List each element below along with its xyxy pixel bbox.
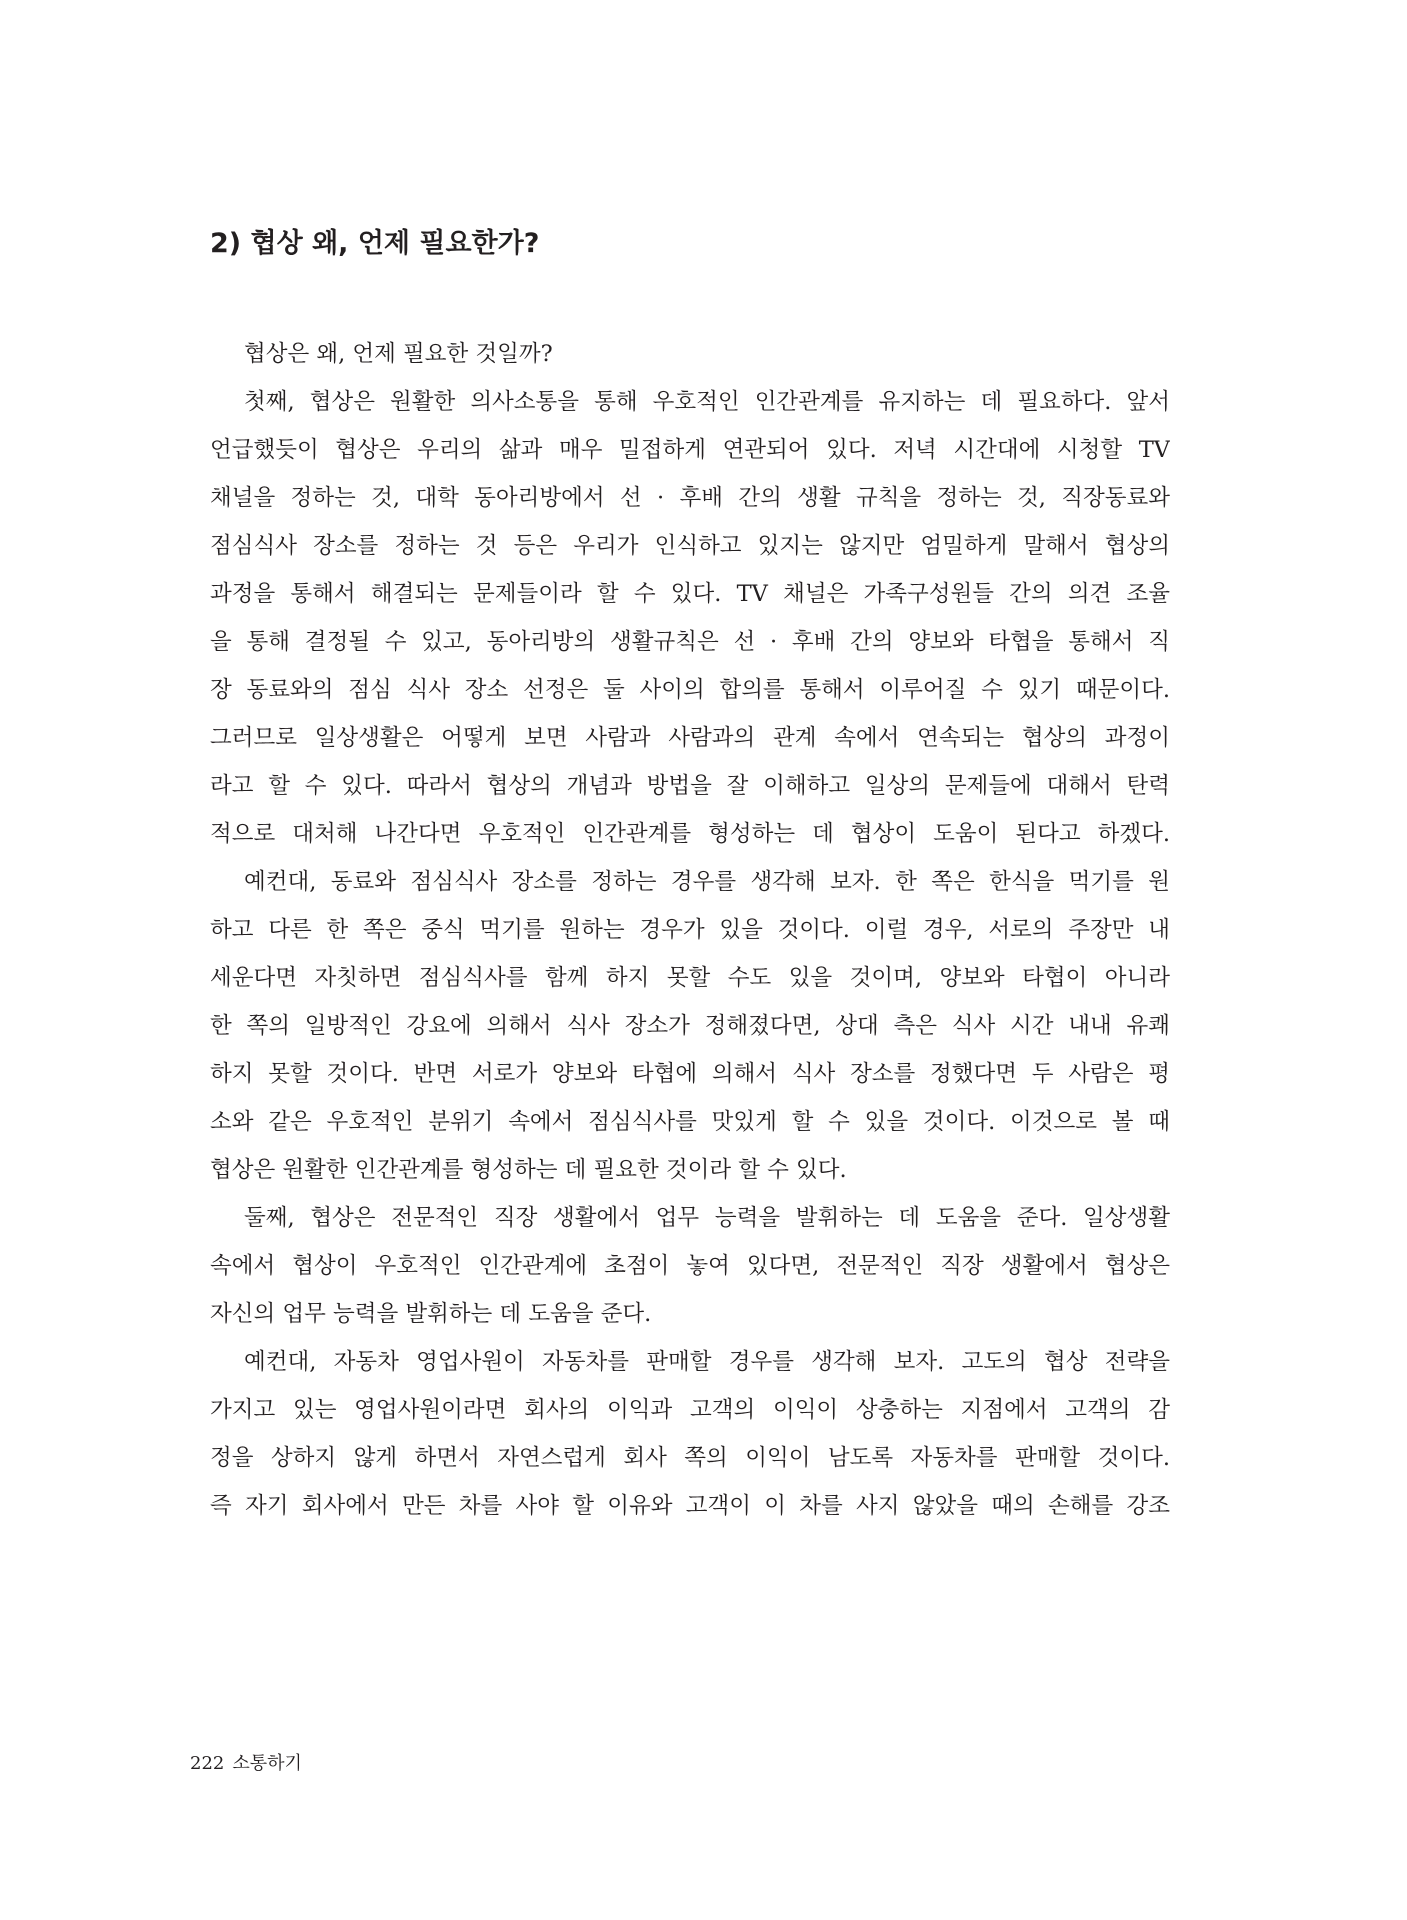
paragraph-line: 채널을 정하는 것, 대학 동아리방에서 선 · 후배 간의 생활 규칙을 정하는 것, 직장동료와 [210, 485, 1170, 511]
footer-section-title: 소통하기 [232, 1753, 302, 1774]
paragraph-line: 을 통해 결정될 수 있고, 동아리방의 생활규칙은 선 · 후배 간의 양보와 타협을 통해서 직 [210, 629, 1170, 655]
paragraph-line: 세운다면 자칫하면 점심식사를 함께 하지 못할 수도 있을 것이며, 양보와 타협이 아니라 [210, 965, 1170, 991]
page-number: 222 [190, 1753, 225, 1774]
paragraph-line: 소와 같은 우호적인 분위기 속에서 점심식사를 맛있게 할 수 있을 것이다. 이것으로 볼 때 [210, 1109, 1170, 1135]
paragraph-line: 협상은 왜, 언제 필요한 것일까? [244, 341, 553, 367]
paragraph-line: 하고 다른 한 쪽은 중식 먹기를 원하는 경우가 있을 것이다. 이럴 경우, 서로의 주장만 내 [210, 917, 1170, 943]
paragraph-line: 가지고 있는 영업사원이라면 회사의 이익과 고객의 이익이 상충하는 지점에서 고객의 감 [210, 1397, 1170, 1423]
paragraph-line: 장 동료와의 점심 식사 장소 선정은 둘 사이의 합의를 통해서 이루어질 수 있기 때문이다. [210, 677, 1170, 703]
paragraph-line: 점심식사 장소를 정하는 것 등은 우리가 인식하고 있지는 않지만 엄밀하게 말해서 협상의 [210, 533, 1170, 559]
paragraph-line: 라고 할 수 있다. 따라서 협상의 개념과 방법을 잘 이해하고 일상의 문제들에 대해서 탄력 [210, 773, 1170, 799]
paragraph-line: 과정을 통해서 해결되는 문제들이라 할 수 있다. TV 채널은 가족구성원들 간의 의견 조율 [210, 581, 1170, 607]
body-text [210, 330, 1170, 1530]
paragraph-line: 그러므로 일상생활은 어떻게 보면 사람과 사람과의 관계 속에서 연속되는 협상의 과정이 [210, 725, 1170, 751]
paragraph-line: 적으로 대처해 나간다면 우호적인 인간관계를 형성하는 데 협상이 도움이 된다고 하겠다. [210, 821, 1170, 847]
paragraph-line: 예컨대, 자동차 영업사원이 자동차를 판매할 경우를 생각해 보자. 고도의 협상 전략을 [244, 1349, 1170, 1375]
paragraph-line: 자신의 업무 능력을 발휘하는 데 도움을 준다. [210, 1301, 652, 1327]
paragraph-line: 예컨대, 동료와 점심식사 장소를 정하는 경우를 생각해 보자. 한 쪽은 한식을 먹기를 원 [244, 869, 1170, 895]
paragraph-line: 즉 자기 회사에서 만든 차를 사야 할 이유와 고객이 이 차를 사지 않았을 때의 손해를 강조 [210, 1493, 1170, 1519]
paragraph-line: 속에서 협상이 우호적인 인간관계에 초점이 놓여 있다면, 전문적인 직장 생활에서 협상은 [210, 1253, 1170, 1279]
paragraph-line: 둘째, 협상은 전문적인 직장 생활에서 업무 능력을 발휘하는 데 도움을 준다. 일상생활 [244, 1205, 1170, 1231]
paragraph-line: 한 쪽의 일방적인 강요에 의해서 식사 장소가 정해졌다면, 상대 측은 식사 시간 내내 유쾌 [210, 1013, 1170, 1039]
section-heading: 2) 협상 왜, 언제 필요한가? [210, 228, 540, 259]
paragraph-line: 언급했듯이 협상은 우리의 삶과 매우 밀접하게 연관되어 있다. 저녁 시간대에 시청할 TV [210, 437, 1170, 463]
paragraph-line: 정을 상하지 않게 하면서 자연스럽게 회사 쪽의 이익이 남도록 자동차를 판매할 것이다. [210, 1445, 1170, 1471]
paragraph-line: 첫째, 협상은 원활한 의사소통을 통해 우호적인 인간관계를 유지하는 데 필요하다. 앞서 [244, 389, 1170, 415]
page-footer [190, 1751, 302, 1777]
paragraph-line: 협상은 원활한 인간관계를 형성하는 데 필요한 것이라 할 수 있다. [210, 1157, 847, 1183]
paragraph-line: 하지 못할 것이다. 반면 서로가 양보와 타협에 의해서 식사 장소를 정했다면 두 사람은 평 [210, 1061, 1170, 1087]
